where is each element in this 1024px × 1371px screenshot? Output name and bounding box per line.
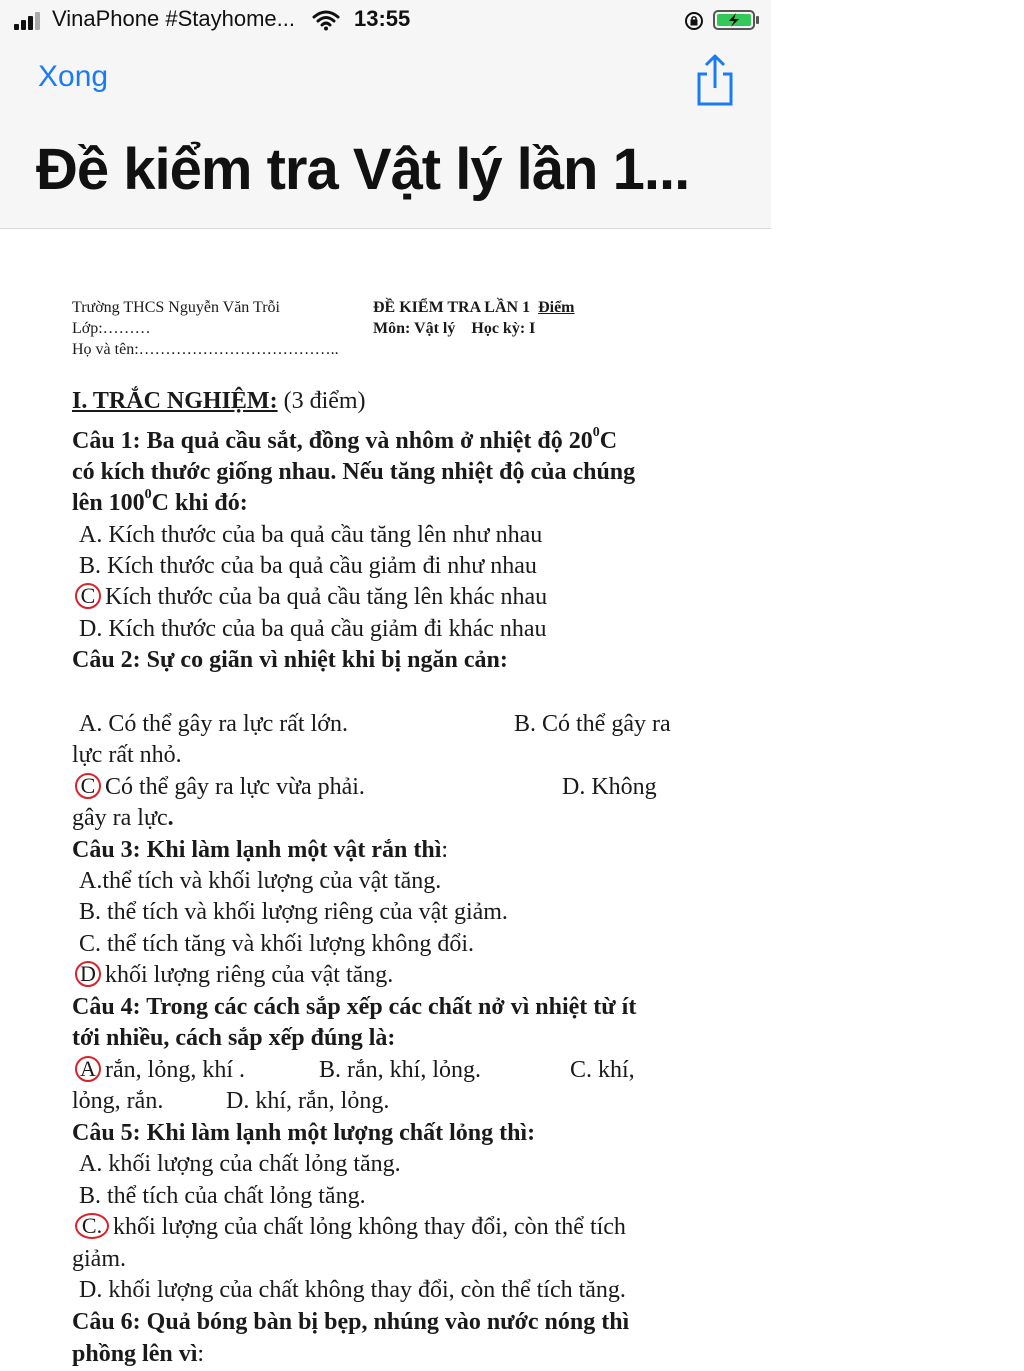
q4-option-b: B. rắn, khí, lỏng. [319, 1057, 481, 1083]
status-bar [0, 0, 771, 40]
student-info [72, 297, 339, 360]
q5-option-a: A. khối lượng của chất lỏng tăng. [79, 1151, 401, 1177]
clock: 13:55 [354, 6, 411, 31]
question-1-line-2: có kích thước giống nhau. Nếu tăng nhiệt độ của chúng [72, 459, 636, 485]
question-1-line-3: lên $100^0C$ khi đó: [72, 487, 248, 516]
exam-info [373, 297, 575, 339]
q1-option-c: C Kích thước của ba quả cầu tăng lên khác nhau [75, 582, 547, 613]
question-6-line-2: phồng lên vì: [72, 1341, 205, 1367]
q5-option-c: C. khối lượng của chất lỏng không thay đổi, còn thể tích [75, 1212, 626, 1243]
navigation-bar [0, 40, 771, 229]
blank-area [771, 0, 1024, 1371]
question-1-line-1: Câu 1: Ba quả cầu sắt, đồng và nhôm ở nhiệt độ $20^0C$ [72, 425, 618, 454]
answer-circle: A [75, 1056, 101, 1082]
share-icon[interactable] [690, 52, 740, 108]
wifi-icon [312, 9, 340, 31]
q1-option-d: D. Kích thước của ba quả cầu giảm đi khác nhau [79, 616, 547, 642]
school-name: Trường THCS Nguyễn Văn Trỗi [72, 299, 280, 316]
q3-option-a: A.thể tích và khối lượng của vật tăng. [79, 868, 442, 894]
q5-option-c-cont: giảm. [72, 1246, 126, 1272]
q3-option-c: C. thể tích tăng và khối lượng không đổi. [79, 931, 474, 957]
question-6-line-1: Câu 6: Quả bóng bàn bị bẹp, nhúng vào nước nóng thì [72, 1309, 630, 1335]
q4-option-d: D. khí, rắn, lỏng. [226, 1088, 390, 1114]
score-label: Điểm [538, 299, 575, 316]
orientation-lock-icon [684, 11, 704, 31]
semester: Học kỳ: I [471, 320, 536, 337]
answer-circle: C. [75, 1213, 109, 1239]
question-3: Câu 3: Khi làm lạnh một vật rắn thì: [72, 837, 449, 863]
q5-option-b: B. thể tích của chất lỏng tăng. [79, 1183, 366, 1209]
q3-option-d: D khối lượng riêng của vật tăng. [75, 960, 393, 991]
q3-option-b: B. thể tích và khối lượng riêng của vật giảm. [79, 899, 508, 925]
answer-circle: C [75, 773, 101, 799]
document-page [0, 229, 771, 1371]
signal-icon [14, 12, 44, 30]
question-4-line-1: Câu 4: Trong các cách sắp xếp các chất nở vì nhiệt từ ít [72, 994, 637, 1020]
answer-circle: D [75, 961, 101, 987]
name-field: Họ và tên:……………………………….. [72, 341, 339, 358]
q2-option-d-cont: gây ra lực. [72, 805, 174, 831]
q2-option-a: A. Có thể gây ra lực rất lớn. [79, 711, 348, 737]
battery-icon [713, 9, 761, 31]
q4-option-c: C. khí, [570, 1057, 635, 1083]
section-heading: I. TRẮC NGHIỆM: (3 điểm) [72, 388, 366, 414]
done-button[interactable]: Xong [38, 60, 109, 93]
q1-option-b: B. Kích thước của ba quả cầu giảm đi như nhau [79, 553, 537, 579]
answer-circle: C [75, 583, 101, 609]
carrier-name: VinaPhone #Stayhome... [52, 6, 295, 31]
q1-option-a: A. Kích thước của ba quả cầu tăng lên như nhau [79, 522, 543, 548]
q2-option-b-cont: lực rất nhỏ. [72, 742, 182, 768]
q2-option-c: C Có thể gây ra lực vừa phải. [75, 772, 365, 803]
question-5: Câu 5: Khi làm lạnh một lượng chất lỏng thì: [72, 1120, 536, 1146]
question-2: Câu 2: Sự co giãn vì nhiệt khi bị ngăn cản: [72, 647, 508, 673]
exam-title: ĐỀ KIỂM TRA LẦN 1 [373, 299, 531, 316]
q4-option-a: A rắn, lỏng, khí . [75, 1055, 245, 1086]
page-title: Đề kiểm tra Vật lý lần 1... [36, 137, 690, 202]
q4-option-c-cont: lỏng, rắn. [72, 1088, 164, 1114]
subject: Môn: Vật lý [373, 320, 456, 337]
q5-option-d: D. khối lượng của chất không thay đổi, còn thể tích tăng. [79, 1277, 626, 1303]
q2-option-b: B. Có thể gây ra [514, 711, 671, 737]
question-4-line-2: tới nhiều, cách sắp xếp đúng là: [72, 1025, 396, 1051]
q2-option-d: D. Không [562, 774, 657, 800]
class-field: Lớp:……… [72, 320, 151, 337]
